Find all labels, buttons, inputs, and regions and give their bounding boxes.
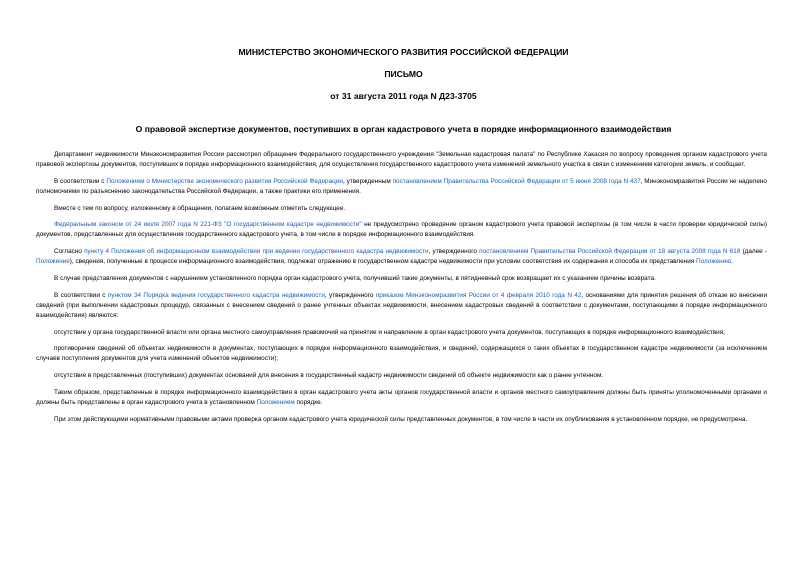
paragraph-text: отсутствие у органа государственной власти или органа местного самоуправления правомочий на принятие и направление в орган кадастрового учета документов, поступающих в порядке информационного взаимодействия; (54, 328, 725, 336)
paragraph-text: ), сведения, полученные в процессе информационного взаимодействия, подлежат отражению в государственном кадастре недвижимости при условии соответствия их содержания и способа их представления (69, 258, 697, 266)
document-link[interactable]: Положением о Министерстве экономического развития Российской Федерации (106, 177, 343, 185)
date-number-heading: от 31 августа 2011 года N Д23-3705 (330, 91, 477, 101)
document-link[interactable]: Федеральным законом от 24 июля 2007 года N 221-ФЗ "О государственном кадастре недвижимости" (54, 221, 362, 229)
paragraph-text: порядке. (294, 398, 323, 406)
document-link[interactable]: постановлением Правительства Российской Федерации от 18 августа 2008 года N 618 (479, 248, 741, 256)
paragraph (36, 150, 767, 170)
paragraph-text: , утвержденным (342, 177, 393, 185)
paragraph-text: (далее - (740, 248, 767, 256)
document-link[interactable]: Положением (256, 398, 295, 406)
ministry-heading: МИНИСТЕРСТВО ЭКОНОМИЧЕСКОГО РАЗВИТИЯ РОССИЙСКОЙ ФЕДЕРАЦИИ (238, 47, 569, 57)
paragraph-text: противоречие сведений об объектах недвижимости в документах, поступающих в порядке информационного взаимодействия, и сведений, содержащихся о таких объектах в государственном кадастре недвижимости (за исключением случаев поступления документов для учета изменений объектов недвижимости); (36, 345, 767, 363)
paragraph-text: При этом действующими нормативными правовыми актами проверка органом кадастрового учета юридической силы представленных документов, в том числе в части их опубликования в установленном порядке, не предусмотрена. (54, 415, 748, 423)
paragraph (36, 274, 767, 284)
paragraph-text: В случае представления документов с нарушением установленного порядка орган кадастрового учета, получивший такие документы, в пятидневный срок возвращает их с указанием причины возврата. (54, 274, 656, 282)
paragraph (36, 177, 767, 197)
document-link[interactable]: постановлением Правительства Российской Федерации от 5 июня 2008 года N 437 (392, 177, 641, 185)
paragraph-text: Департамент недвижимости Минэкономразвития России рассмотрел обращение Федерального государственного учреждения "Земельная кадастровая палата" по Республике Хакасия по вопросу проведения органом кадастрового учета правовой экспертизы документов, поступивших в порядке информационного взаимодействия, для осуществления государственного кадастрового учета изменений земельного участка в связи с изменением категории земель, и сообщает. (36, 151, 767, 168)
paragraph-text: не предусмотрено проведение органом кадастрового учета правовой экспертизы (в том числе в части проверки юридической силы) документов, представленных для осуществления государственного кадастрового учета, в том числе в порядке информационного взаимодействия. (36, 221, 767, 239)
paragraph-text: , утвержденного (324, 291, 376, 299)
paragraph (36, 291, 767, 321)
paragraph-text: Вместе с тем по вопросу, изложенному в обращении, полагаем возможным отметить следующее. (54, 204, 346, 212)
paragraph (36, 247, 767, 267)
letter-body (36, 150, 767, 432)
paragraph (36, 204, 767, 214)
paragraph (36, 220, 767, 240)
document-link[interactable]: пункту 4 Положения об информационном взаимодействии при ведении государственного кадастра недвижимости (84, 248, 429, 256)
paragraph (36, 388, 767, 408)
document-link[interactable]: пунктом 34 Порядка ведения государственного кадастра недвижимости (107, 291, 325, 299)
doc-type-heading: ПИСЬМО (384, 69, 423, 79)
paragraph-text: , Минэкономразвития России не наделено полномочиями по разъяснению законодательства Российской Федерации, а также практики его применения. (36, 177, 767, 195)
paragraph-text: . (731, 258, 733, 266)
paragraph-text: В соответствии с (54, 177, 107, 185)
paragraph-text: отсутствие в представленных (поступивших) документах оснований для внесения в государственный кадастр недвижимости сведений об объекте недвижимости как о ранее учтенном. (54, 372, 604, 380)
paragraph (36, 371, 767, 381)
document-link[interactable]: Положению (696, 258, 732, 266)
paragraph (36, 415, 767, 425)
paragraph-text: В соответствии с (54, 291, 108, 299)
paragraph-text: , основаниями для принятия решения об отказе во внесении сведений (при выполнении кадастровых процедур, связанных с внесением сведений о ранее учтенных объектах недвижимости, внесением кадастровых сведений в соответствии с документами, поступающими в порядке информационного взаимодействия) являются: (36, 291, 768, 319)
paragraph (36, 328, 767, 338)
paragraph-text: Согласно (54, 248, 85, 256)
document-link[interactable]: Положение (36, 258, 70, 266)
paragraph-text: Таким образом, представленные в порядке информационного взаимодействия в орган кадастрового учета акты органов государственной власти и органов местного самоуправления должны быть приняты уполномоченными органами и должны быть представлены в орган кадастрового учета в установленном (36, 388, 767, 406)
paragraph (36, 344, 767, 364)
document-link[interactable]: приказом Минэкономразвития России от 4 февраля 2010 года N 42 (375, 291, 582, 299)
paragraph-text: , утвержденного (428, 248, 480, 256)
subject-heading: О правовой экспертизе документов, поступивших в орган кадастрового учета в порядке информационного взаимодействия (135, 124, 672, 134)
